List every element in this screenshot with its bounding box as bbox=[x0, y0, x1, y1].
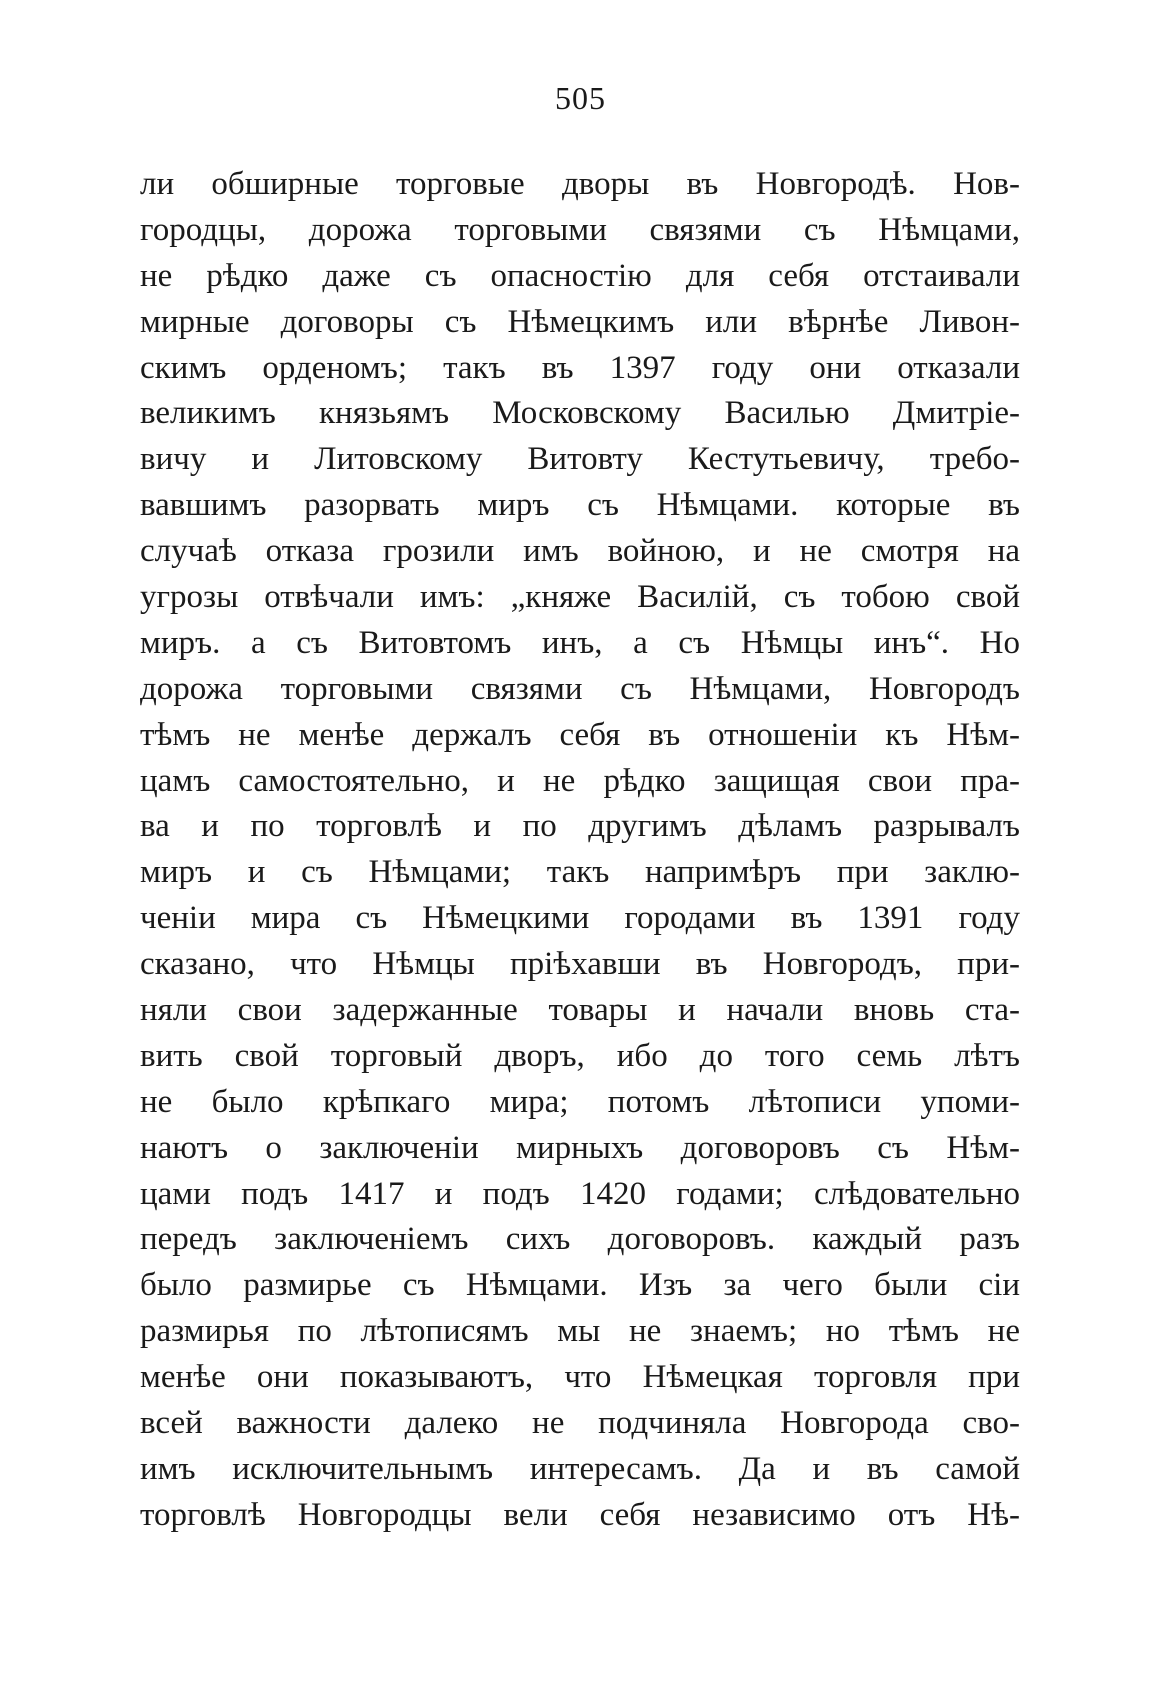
text-line: цамъ самостоятельно, и не рѣдко защищая свои пра- bbox=[140, 762, 1020, 799]
text-line: угрозы отвѣчали имъ: „княже Василій, съ тобою свой bbox=[140, 579, 1020, 616]
text-line: случаѣ отказа грозили имъ войною, и не смотря на bbox=[140, 533, 1020, 570]
text-line: няли свои задержанные товары и начали вновь ста- bbox=[140, 992, 1020, 1029]
text-line: не рѣдко даже съ опасностію для себя отстаивали bbox=[140, 257, 1020, 294]
text-line: менѣе они показываютъ, что Нѣмецкая торговля при bbox=[140, 1359, 1020, 1396]
text-line: ва и по торговлѣ и по другимъ дѣламъ разрывалъ bbox=[140, 808, 1020, 845]
text-line: скимъ орденомъ; такъ въ 1397 году они отказали bbox=[140, 349, 1020, 386]
page-number: 505 bbox=[555, 80, 606, 116]
text-line: миръ. а съ Витовтомъ инъ, а съ Нѣмцы инъ“. Но bbox=[140, 624, 1020, 661]
body-text bbox=[140, 162, 1020, 1539]
text-line: передъ заключеніемъ сихъ договоровъ. каждый разъ bbox=[140, 1221, 1020, 1258]
text-line: городцы, дорожа торговыми связями съ Нѣмцами, bbox=[140, 211, 1020, 248]
text-line: вичу и Литовскому Витовту Кестутьевичу, требо- bbox=[140, 441, 1020, 478]
text-line: тѣмъ не менѣе держалъ себя въ отношеніи къ Нѣм- bbox=[140, 716, 1020, 753]
text-line: имъ исключительнымъ интересамъ. Да и въ самой bbox=[140, 1450, 1020, 1487]
text-line: вить свой торговый дворъ, ибо до того семь лѣтъ bbox=[140, 1037, 1020, 1074]
text-line: великимъ князьямъ Московскому Василью Дмитріе- bbox=[140, 395, 1020, 432]
text-line: всей важности далеко не подчиняла Новгорода сво- bbox=[140, 1405, 1020, 1442]
text-line: цами подъ 1417 и подъ 1420 годами; слѣдовательно bbox=[140, 1175, 1020, 1212]
text-line: ли обширные торговые дворы въ Новгородѣ. Нов- bbox=[140, 166, 1020, 202]
text-line: ченіи мира съ Нѣмецкими городами въ 1391 году bbox=[140, 900, 1020, 937]
text-line: сказано, что Нѣмцы пріѣхавши въ Новгородъ, при- bbox=[140, 946, 1020, 983]
text-line: дорожа торговыми связями съ Нѣмцами, Новгородъ bbox=[140, 670, 1020, 707]
text-line: наютъ о заключеніи мирныхъ договоровъ съ Нѣм- bbox=[140, 1129, 1020, 1166]
text-line: вавшимъ разорвать миръ съ Нѣмцами. которые въ bbox=[140, 487, 1020, 524]
text-line: мирные договоры съ Нѣмецкимъ или вѣрнѣе Ливон- bbox=[140, 303, 1020, 340]
text-line: было размирье съ Нѣмцами. Изъ за чего были сіи bbox=[140, 1267, 1020, 1304]
text-line: миръ и съ Нѣмцами; такъ напримѣръ при заклю- bbox=[140, 854, 1020, 891]
text-line: торговлѣ Новгородцы вели себя независимо отъ Нѣ- bbox=[140, 1496, 1020, 1533]
text-line: не было крѣпкаго мира; потомъ лѣтописи упоми- bbox=[140, 1083, 1020, 1120]
text-line: размирья по лѣтописямъ мы не знаемъ; но тѣмъ не bbox=[140, 1313, 1020, 1350]
